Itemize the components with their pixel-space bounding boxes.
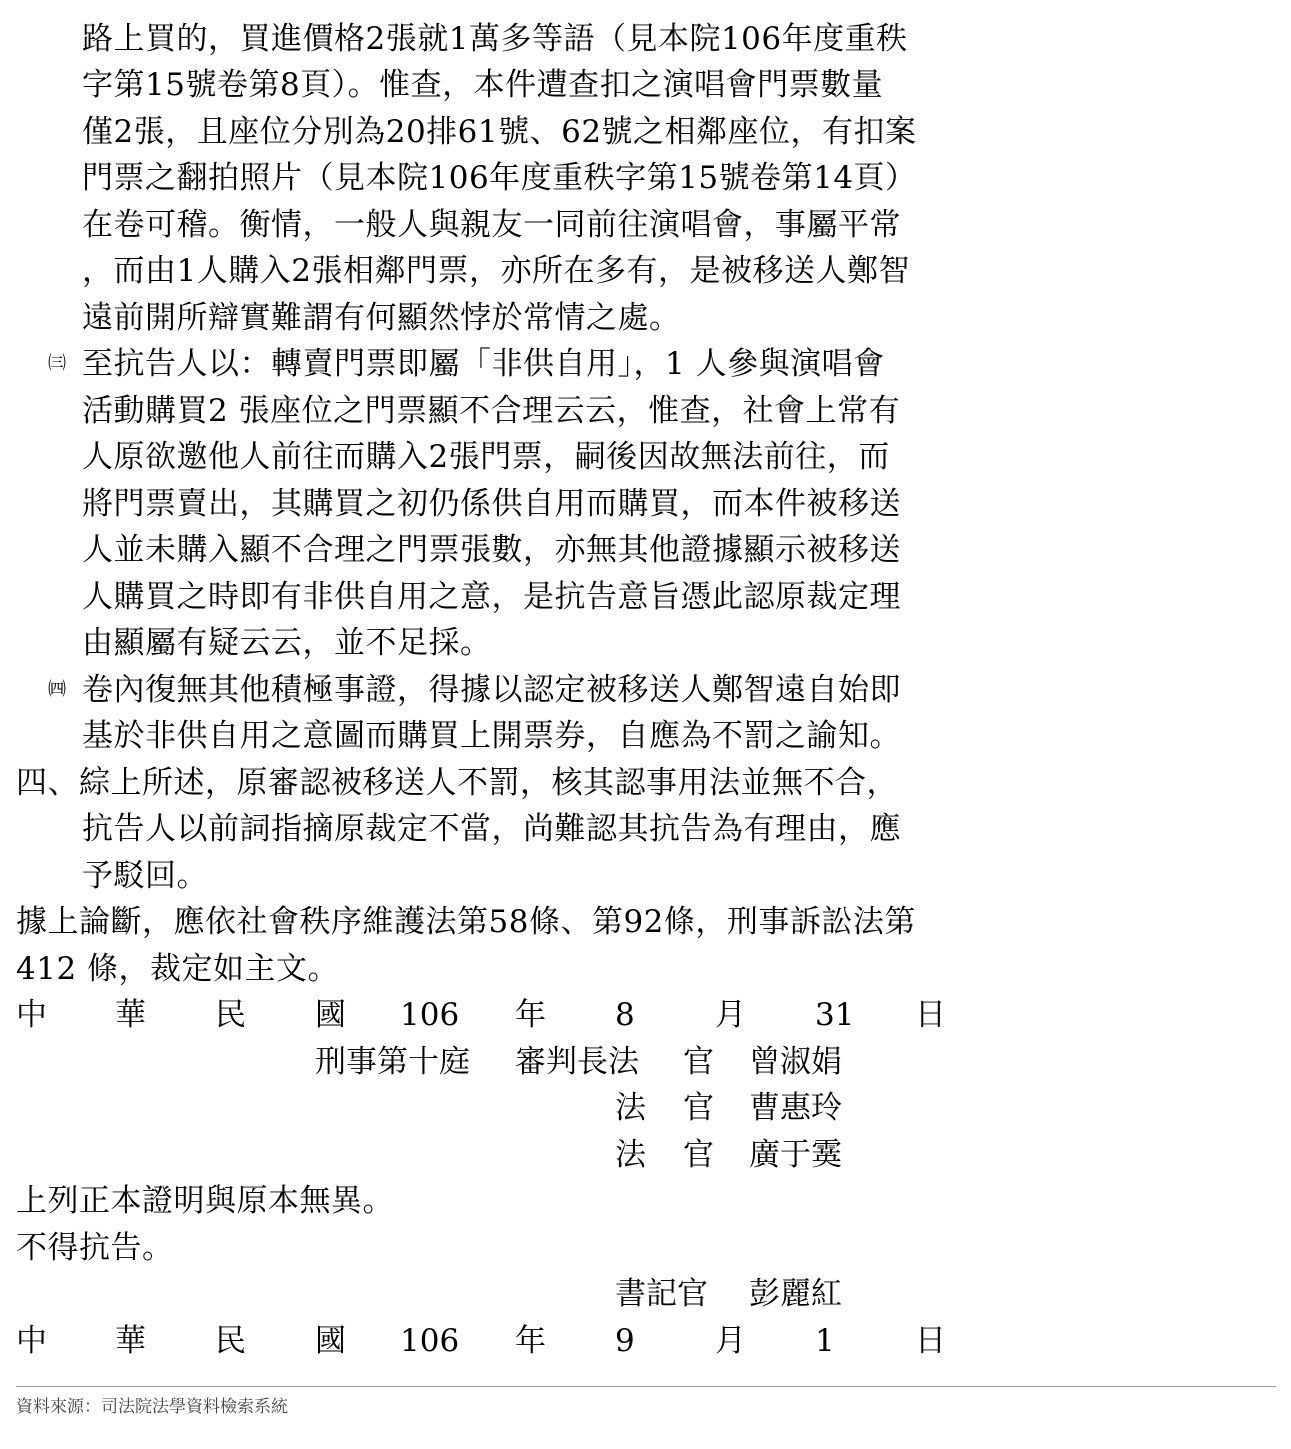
text-line: 抗告人以前詞指摘原裁定不當，尚難認其抗告為有理由，應 (82, 811, 901, 847)
date-char: 日 (915, 1323, 946, 1359)
date-char: 華 (115, 997, 146, 1033)
date-char: 國 (315, 1323, 346, 1359)
date-char: 月 (715, 997, 746, 1033)
text-line: 予駁回。 (82, 858, 208, 894)
title-char: 官 (683, 1137, 714, 1173)
text-line: 門票之翻拍照片（見本院106年度重秩字第15號卷第14頁） (82, 160, 917, 196)
date-char: 年 (515, 1323, 546, 1359)
judge-name: 廣于霙 (749, 1137, 842, 1173)
date-year: 106 (400, 1323, 460, 1359)
judge-name: 曹惠玲 (749, 1090, 842, 1126)
clerk-name: 彭麗紅 (749, 1276, 842, 1312)
date-char: 華 (115, 1323, 146, 1359)
text-line: 卷內復無其他積極事證，得據以認定被移送人鄭智遠自始即 (82, 672, 901, 708)
text-line: 人購買之時即有非供自用之意，是抗告意旨憑此認原裁定理 (82, 579, 901, 615)
text-line: 將門票賣出，其購買之初仍係供自用而購買，而本件被移送 (82, 486, 901, 522)
date-char: 民 (215, 1323, 246, 1359)
date-char: 中 (16, 1323, 47, 1359)
certification-text: 上列正本證明與原本無異。 (16, 1183, 394, 1219)
footer-divider (16, 1386, 1276, 1387)
text-line: 人並未購入顯不合理之門票張數，亦無其他證據顯示被移送 (82, 532, 901, 568)
date-month: 9 (615, 1323, 635, 1359)
text-line: 遠前開所辯實難謂有何顯然悖於常情之處。 (82, 300, 681, 336)
text-line: 至抗告人以：轉賣門票即屬「非供自用」，1 人參與演唱會 (82, 346, 885, 382)
text-line: 字第15號卷第8頁）。惟查，本件遭查扣之演唱會門票數量 (82, 67, 884, 103)
presiding-title: 審判長法 (515, 1044, 639, 1080)
date-day: 31 (815, 997, 855, 1033)
judge-title: 法 (615, 1090, 646, 1126)
presiding-judge-name: 曾淑娟 (749, 1044, 842, 1080)
text-line: 由顯屬有疑云云，並不足採。 (82, 625, 492, 661)
title-char: 官 (683, 1090, 714, 1126)
text-line: 人原欲邀他人前往而購入2張門票，嗣後因故無法前往，而 (82, 439, 890, 475)
date-char: 國 (315, 997, 346, 1033)
conclusion-line: 據上論斷，應依社會秩序維護法第58條、第92條，刑事訴訟法第 (16, 904, 916, 940)
text-line: ，而由1人購入2張相鄰門票，亦所在多有，是被移送人鄭智 (82, 253, 910, 289)
date-day: 1 (815, 1323, 835, 1359)
date-year: 106 (400, 997, 460, 1033)
list-marker: ㈢ (48, 353, 66, 374)
title-char: 官 (683, 1044, 714, 1080)
text-line: 基於非供自用之意圖而購買上開票券，自應為不罰之諭知。 (82, 718, 901, 754)
date-char: 民 (215, 997, 246, 1033)
text-line: 僅2張，且座位分別為20排61號、62號之相鄰座位，有扣案 (82, 114, 917, 150)
date-char: 日 (915, 997, 946, 1033)
date-char: 年 (515, 997, 546, 1033)
text-line: 路上買的，買進價格2張就1萬多等語（見本院106年度重秩 (82, 21, 908, 57)
no-appeal-text: 不得抗告。 (16, 1230, 174, 1266)
date-char: 月 (715, 1323, 746, 1359)
list-marker: ㈣ (48, 679, 66, 700)
date-month: 8 (615, 997, 635, 1033)
footer-source: 資料來源：司法院法學資料檢索系統 (16, 1397, 288, 1417)
section-heading-line: 四、綜上所述，原審認被移送人不罰，核其認事用法並無不合， (16, 765, 898, 801)
conclusion-line: 412 條，裁定如主文。 (16, 951, 340, 987)
clerk-title: 書記官 (615, 1276, 708, 1312)
text-line: 活動購買2 張座位之門票顯不合理云云，惟查，社會上常有 (82, 393, 901, 429)
judge-title: 法 (615, 1137, 646, 1173)
text-line: 在卷可稽。衡情，一般人與親友一同前往演唱會，事屬平常 (82, 207, 901, 243)
court-division: 刑事第十庭 (315, 1044, 470, 1080)
date-char: 中 (16, 997, 47, 1033)
